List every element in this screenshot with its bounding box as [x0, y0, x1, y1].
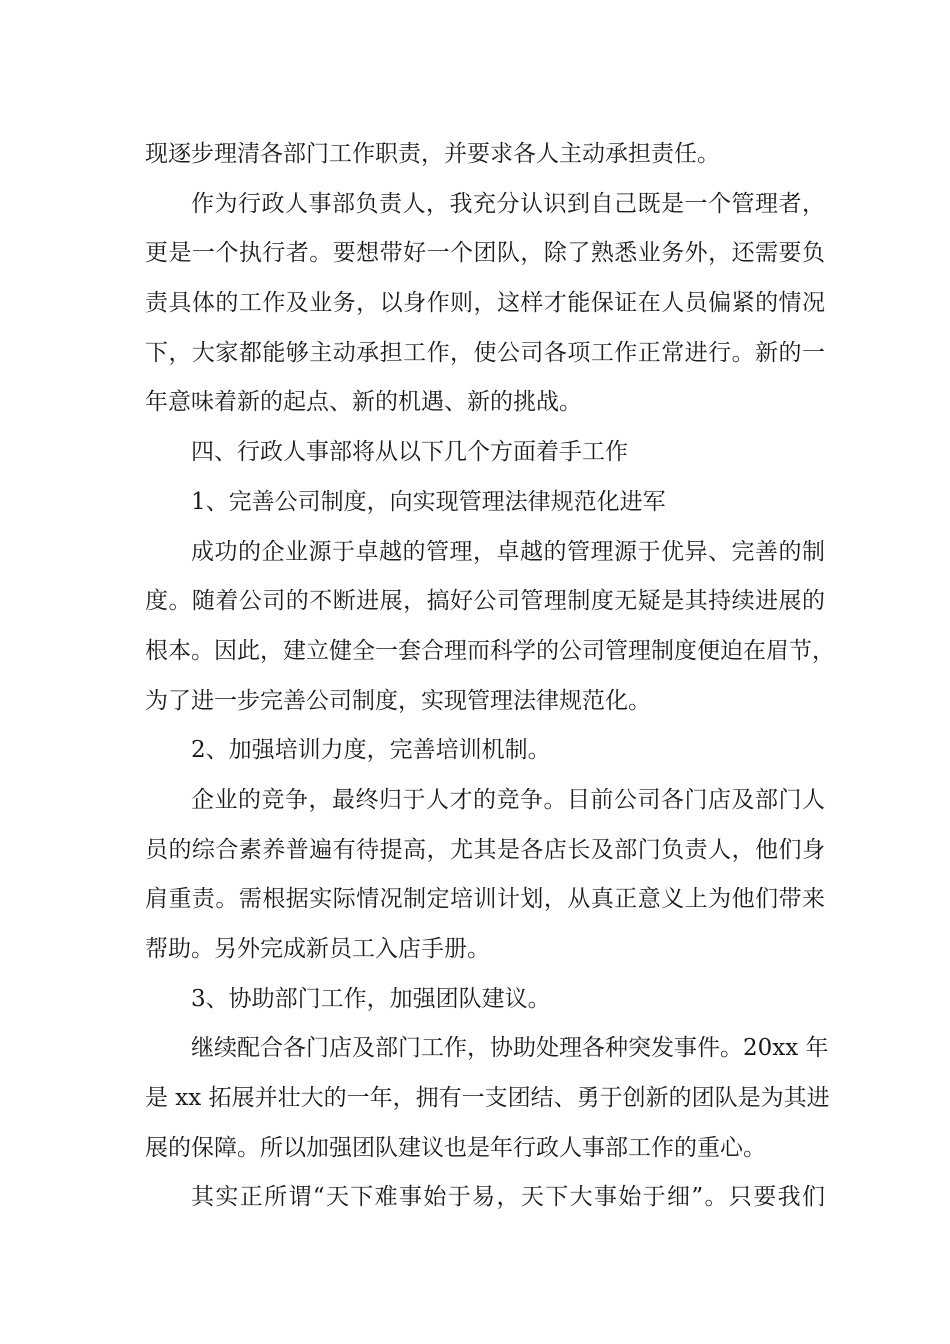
subsection-heading: 2、加强培训力度，完善培训机制。: [191, 737, 551, 764]
text-line: 度。随着公司的不断进展，搞好公司管理制度无疑是其持续进展的: [145, 588, 825, 615]
text-line: 成功的企业源于卓越的管理，卓越的管理源于优异、完善的制: [191, 538, 825, 565]
subsection-heading: 1、完善公司制度，向实现管理法律规范化进军: [191, 488, 666, 515]
text-line: 作为行政人事部负责人，我充分认识到自己既是一个管理者，: [191, 190, 825, 217]
text-line: 根本。因此，建立健全一套合理而科学的公司管理制度便迫在眉节，: [145, 637, 835, 664]
text-line: 下，大家都能够主动承担工作，使公司各项工作正常进行。新的一: [145, 339, 825, 366]
text-line: 现逐步理清各部门工作职责，并要求各人主动承担责任。: [145, 141, 720, 167]
text-line: 更是一个执行者。要想带好一个团队，除了熟悉业务外，还需要负: [145, 240, 825, 267]
text-line: 员的综合素养普遍有待提高，尤其是各店长及部门负责人，他们身: [145, 836, 825, 863]
subsection-heading: 3、协助部门工作，加强团队建议。: [191, 985, 551, 1012]
text-line: 继续配合各门店及部门工作，协助处理各种突发事件。20xx 年: [191, 1035, 829, 1062]
text-line: 责具体的工作及业务，以身作则，这样才能保证在人员偏紧的情况: [145, 290, 825, 317]
text-line: 是 xx 拓展并壮大的一年，拥有一支团结、勇于创新的团队是为其进: [145, 1085, 830, 1112]
text-line: 帮助。另外完成新员工入店手册。: [145, 936, 490, 962]
document-body: [145, 130, 835, 1223]
text-line: 企业的竞争，最终归于人才的竞争。目前公司各门店及部门人: [191, 786, 825, 813]
text-line: 年意味着新的起点、新的机遇、新的挑战。: [145, 389, 582, 416]
text-line: 为了进一步完善公司制度，实现管理法律规范化。: [145, 687, 651, 714]
text-line: 展的保障。所以加强团队建议也是年行政人事部工作的重心。: [145, 1134, 766, 1161]
text-line: 肩重责。需根据实际情况制定培训计划，从真正意义上为他们带来: [145, 886, 825, 913]
section-heading: 四、行政人事部将从以下几个方面着手工作: [191, 439, 628, 466]
text-line: 其实正所谓“天下难事始于易，天下大事始于细”。只要我们: [191, 1184, 825, 1211]
